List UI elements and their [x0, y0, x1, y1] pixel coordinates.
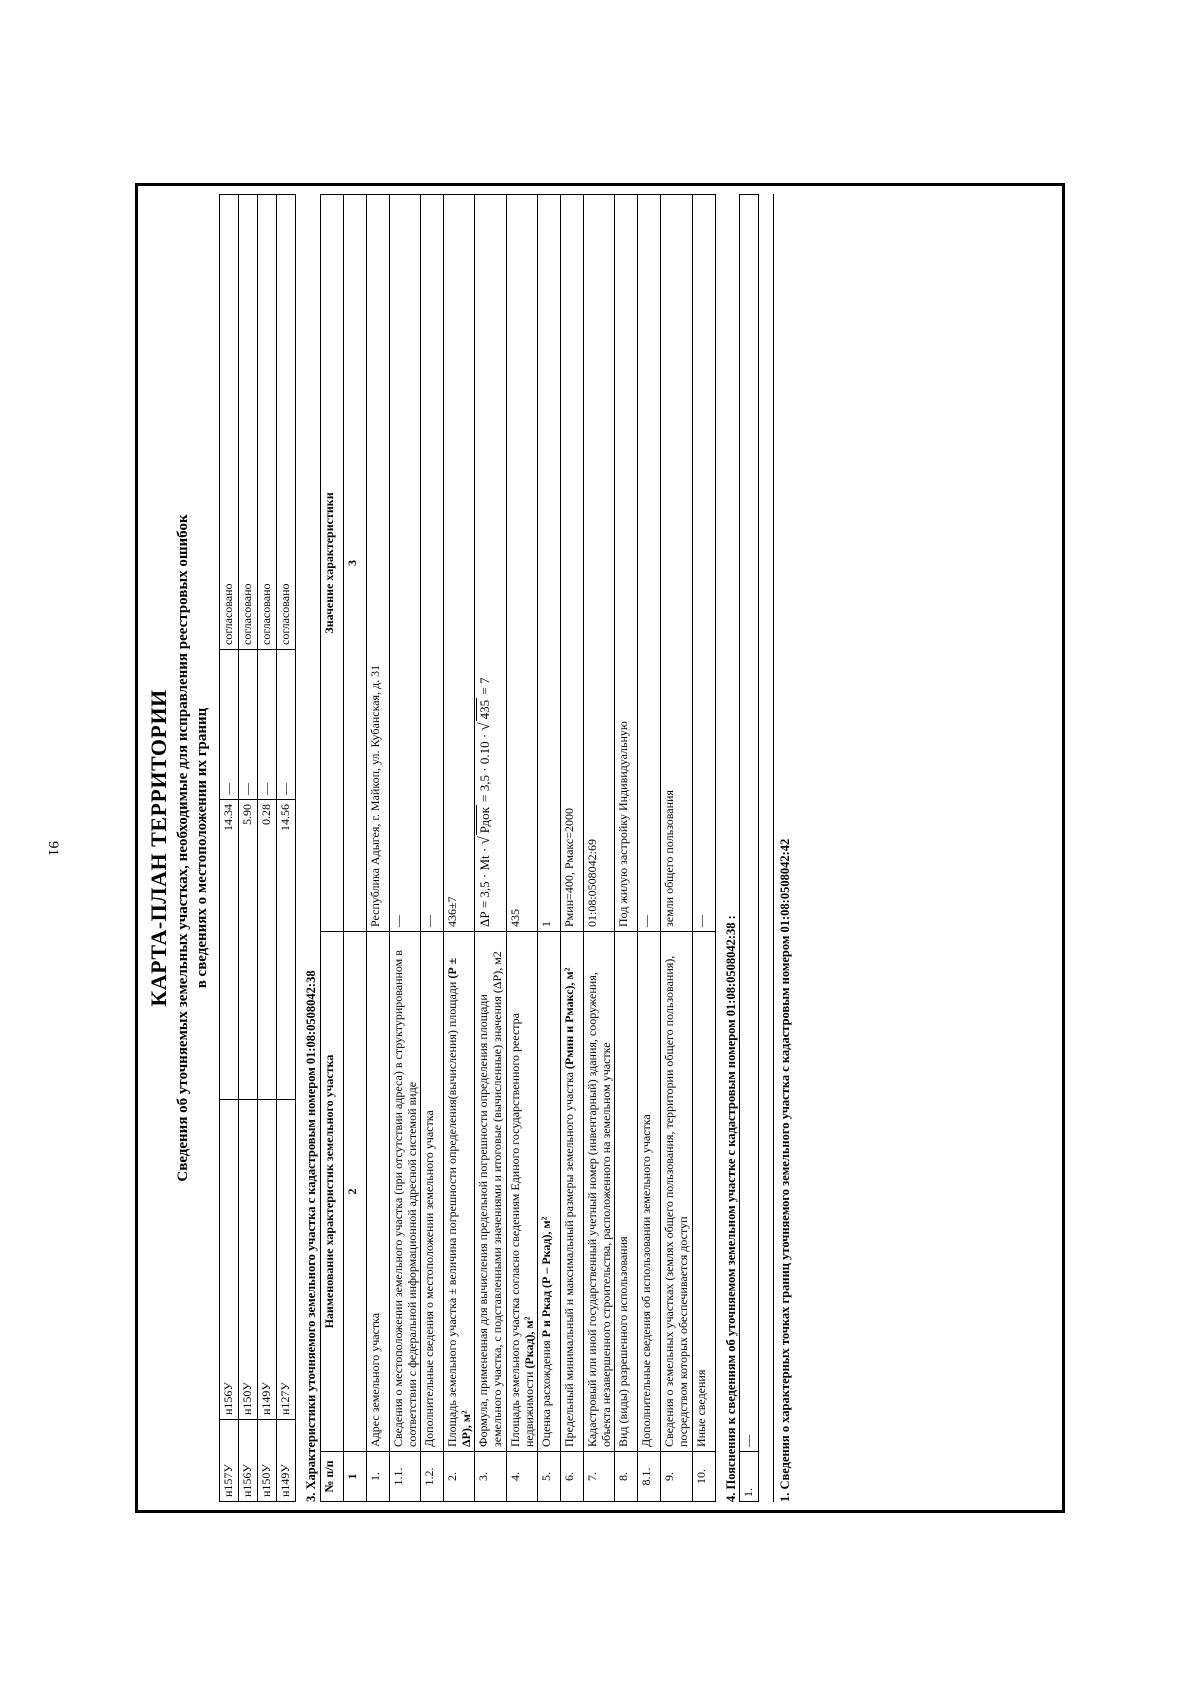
- table-row: [692, 195, 715, 1502]
- page-number: 91: [45, 841, 61, 856]
- segment-length: 14.34: [219, 800, 238, 1100]
- row-number: 10.: [692, 1452, 715, 1502]
- point-from: н156У: [238, 1420, 257, 1502]
- table-row: [276, 195, 295, 1502]
- point-from: н157У: [219, 1420, 238, 1502]
- row-number: 1.2.: [421, 1452, 444, 1502]
- row-number: 4.: [506, 1452, 537, 1502]
- section-4-caption: 4. Пояснения к сведениям об уточняемом земельном участке с кадастровым номером 01:08:0508042:38 :: [723, 915, 738, 1502]
- characteristic-name-text: Площадь земельного участка согласно сведениям Единого государственного реестра недвижимости: [507, 1013, 536, 1447]
- segment-dash: —: [257, 650, 276, 800]
- subtitle-line-2: в сведениях о местоположении их границ: [194, 707, 211, 989]
- page-title: КАРТА-ПЛАН ТЕРРИТОРИИ: [146, 689, 171, 1007]
- characteristic-value: —: [389, 195, 420, 932]
- characteristic-value: —: [692, 195, 715, 932]
- formula-part-3: = 7: [477, 677, 493, 698]
- table-row: [638, 195, 661, 1502]
- header-value: Значение характеристики: [320, 195, 343, 932]
- row-number: 6.: [560, 1452, 583, 1502]
- characteristic-name: Сведения о земельных участках (землях общего пользования, территории общего пользования), посредством которых обеспечивается доступ: [661, 932, 692, 1452]
- characteristic-name-bold: Р и Ркад (Р – Ркад), м²: [538, 1216, 553, 1338]
- characteristic-name: [560, 932, 583, 1452]
- segment-dash: —: [276, 650, 295, 800]
- table-row: [537, 195, 560, 1502]
- characteristic-value: 436±7: [444, 195, 475, 932]
- document-sheet: [135, 183, 1065, 1513]
- row-number: 9.: [661, 1452, 692, 1502]
- row-number: 1.: [740, 1452, 759, 1502]
- section-3-caption: 3. Характеристики уточняемого земельного участка с кадастровым номером 01:08:0508042:38: [303, 970, 318, 1502]
- colnum-3: 3: [343, 195, 366, 932]
- characteristic-name: [537, 932, 560, 1452]
- subtitle-line-1: Сведения об уточняемых земельных участках, необходимые для исправления реестровых ошибок: [174, 514, 191, 1182]
- table-row: [257, 195, 276, 1502]
- table-row: [740, 195, 759, 1502]
- characteristic-name: [444, 932, 475, 1452]
- table-row: [506, 195, 537, 1502]
- agreement-status: согласовано: [257, 195, 276, 650]
- point-to: н150У: [238, 1100, 257, 1420]
- segment-length: 5.90: [238, 800, 257, 1100]
- table-header-row: [320, 195, 343, 1502]
- characteristic-name: Кадастровый или иной государственный учетный номер (инвентарный) здания, сооружения, объекта незавершенного строительства, расположенного на земельном участке: [583, 932, 614, 1452]
- colnum-1: 1: [343, 1452, 366, 1502]
- row-number: 5.: [537, 1452, 560, 1502]
- note-text: —: [740, 195, 759, 1452]
- characteristic-name: [506, 932, 537, 1452]
- point-from: н149У: [276, 1420, 295, 1502]
- characteristic-name: Дополнительные сведения об использовании земельного участка: [638, 932, 661, 1452]
- characteristic-name: Дополнительные сведения о местоположении земельного участка: [421, 932, 444, 1452]
- segment-length: 0.28: [257, 800, 276, 1100]
- characteristic-name: Формула, примененная для вычисления предельной погрешности определения площади земельного участка, с подставленными значениями и итоговые (вычисленные) значения (ΔР), м2: [475, 932, 506, 1452]
- characteristic-value: —: [421, 195, 444, 932]
- characteristic-name: Сведения о местоположении земельного участка (при отсутствии адреса) в структурированном в соответствии с федеральной информационной адресной системой виде: [389, 932, 420, 1452]
- characteristic-value: —: [638, 195, 661, 932]
- characteristic-value: 01:08:0508042:69: [583, 195, 614, 932]
- page-subtitle: [174, 194, 213, 1502]
- characteristic-value: 435: [506, 195, 537, 932]
- characteristic-value: [475, 195, 506, 932]
- characteristic-name-text: Площадь земельного участка ± величина погрешности определения(вычисления) площади: [445, 981, 460, 1447]
- segment-dash: —: [219, 650, 238, 800]
- row-number: 2.: [444, 1452, 475, 1502]
- point-to: н127У: [276, 1100, 295, 1420]
- table-row: [475, 195, 506, 1502]
- characteristic-name-bold: (Ркад), м²: [521, 1316, 536, 1369]
- characteristics-table: [320, 194, 716, 1502]
- point-to: н149У: [257, 1100, 276, 1420]
- characteristic-name-bold: (Р ± ΔР), м²: [445, 957, 474, 1447]
- row-number: 8.: [615, 1452, 638, 1502]
- characteristic-value: Рмин=400, Рмакс=2000: [560, 195, 583, 932]
- row-number: 8.1.: [638, 1452, 661, 1502]
- formula-part-2: = 3,5 · 0.10 ·: [477, 730, 493, 806]
- row-number: 1.: [366, 1452, 389, 1502]
- radical-sign: √: [477, 836, 494, 845]
- boundary-parts-table: [219, 194, 296, 1502]
- column-number-row: [343, 195, 366, 1502]
- table-row: [219, 195, 238, 1502]
- radical-sign: √: [477, 722, 494, 731]
- table-row: [444, 195, 475, 1502]
- table-row: [661, 195, 692, 1502]
- table-row: [389, 195, 420, 1502]
- characteristic-name: Иные сведения: [692, 932, 715, 1452]
- point-from: н150У: [257, 1420, 276, 1502]
- row-number: 1.1.: [389, 1452, 420, 1502]
- segment-length: 14.56: [276, 800, 295, 1100]
- notes-table: [739, 194, 759, 1502]
- agreement-status: согласовано: [276, 195, 295, 650]
- characteristic-value: 1: [537, 195, 560, 932]
- formula-radicand-2: 435: [477, 699, 493, 720]
- characteristic-name-bold: (Рмин и Рмакс), м²: [561, 967, 576, 1070]
- characteristic-name: Адрес земельного участка: [366, 932, 389, 1452]
- table-row: [238, 195, 257, 1502]
- characteristic-value: земли общего пользования: [661, 195, 692, 932]
- table-row: [560, 195, 583, 1502]
- agreement-status: согласовано: [238, 195, 257, 650]
- characteristic-value: Под жилую застройку Индивидуальную: [615, 195, 638, 932]
- table-row: [583, 195, 614, 1502]
- formula-part-1: ΔР = 3,5 · Мt ·: [477, 844, 493, 927]
- row-number: 7.: [583, 1452, 614, 1502]
- row-number: 3.: [475, 1452, 506, 1502]
- header-num: № п/п: [320, 1452, 343, 1502]
- characteristic-name: Вид (виды) разрешенного использования: [615, 932, 638, 1452]
- table-row: [615, 195, 638, 1502]
- characteristic-name-text: Предельный минимальный и максимальный размеры земельного участка: [561, 1072, 576, 1447]
- segment-dash: —: [238, 650, 257, 800]
- colnum-2: 2: [343, 932, 366, 1452]
- formula-radicand-1: Рдок: [477, 807, 493, 834]
- header-name: Наименование характеристик земельного участка: [320, 932, 343, 1452]
- next-section-caption: 1. Сведения о характерных точках границ уточняемого земельного участка с кадастровым номером 01:08:0508042:42: [773, 194, 793, 1502]
- agreement-status: согласовано: [219, 195, 238, 650]
- characteristic-value: Республика Адыгея, г. Майкоп, ул. Кубанская, д. 31: [366, 195, 389, 932]
- characteristic-name-text: Оценка расхождения: [538, 1340, 553, 1447]
- table-row: [421, 195, 444, 1502]
- point-to: н156У: [219, 1100, 238, 1420]
- table-row: [366, 195, 389, 1502]
